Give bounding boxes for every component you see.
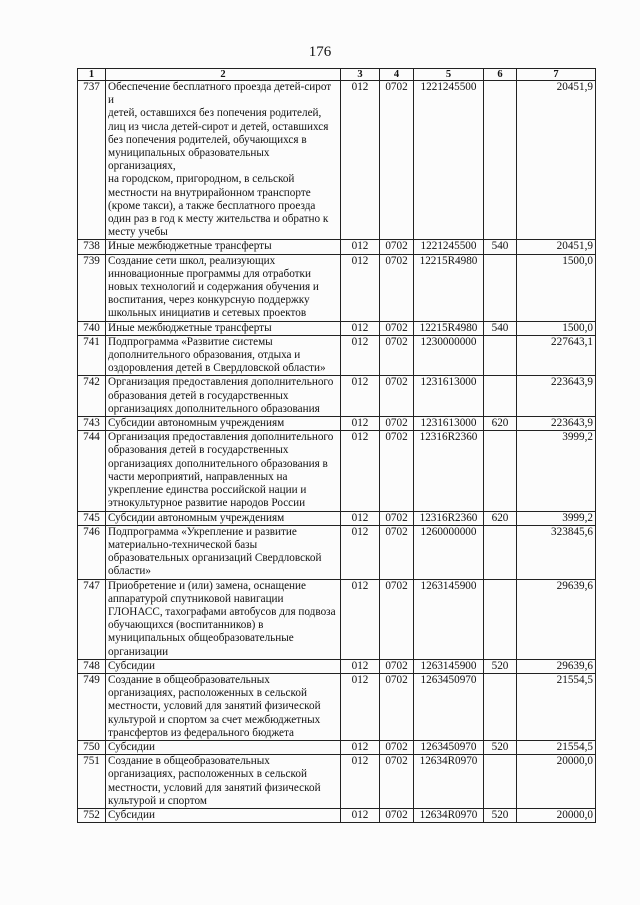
- col-header: 3: [341, 69, 380, 81]
- cell-name: Субсидии автономным учреждениям: [106, 511, 341, 525]
- cell-c4: 0702: [380, 579, 414, 659]
- cell-c6: 540: [484, 240, 517, 254]
- cell-c5: 1263145900: [414, 659, 484, 673]
- cell-c4: 0702: [380, 417, 414, 431]
- cell-c7: 1500,0: [517, 254, 596, 321]
- cell-c3: 012: [341, 376, 380, 417]
- table-row: [78, 808, 596, 822]
- cell-num: 745: [78, 511, 106, 525]
- table-row: [78, 511, 596, 525]
- cell-c3: 012: [341, 673, 380, 740]
- cell-c5: 1221245500: [414, 240, 484, 254]
- cell-num: 744: [78, 431, 106, 511]
- cell-name: Организация предоставления дополнительного образования детей в государственных организациях дополнительного образования в части мероприятий, направленных на укрепление единства российской нации и этнокультурное развитие народов России: [106, 431, 341, 511]
- page-number: 176: [308, 44, 332, 60]
- cell-c6: [484, 81, 517, 240]
- cell-num: 747: [78, 579, 106, 659]
- cell-c5: 12634R0970: [414, 755, 484, 809]
- cell-c7: 227643,1: [517, 335, 596, 376]
- cell-c4: 0702: [380, 431, 414, 511]
- cell-c4: 0702: [380, 240, 414, 254]
- cell-c3: 012: [341, 431, 380, 511]
- cell-c3: 012: [341, 659, 380, 673]
- cell-num: 743: [78, 417, 106, 431]
- col-header: 1: [78, 69, 106, 81]
- cell-c7: 20451,9: [517, 240, 596, 254]
- cell-c3: 012: [341, 417, 380, 431]
- table-row: [78, 376, 596, 417]
- cell-num: 739: [78, 254, 106, 321]
- cell-c3: 012: [341, 335, 380, 376]
- cell-c7: 20000,0: [517, 755, 596, 809]
- col-header: 4: [380, 69, 414, 81]
- cell-c4: 0702: [380, 755, 414, 809]
- cell-num: 742: [78, 376, 106, 417]
- cell-c5: 1230000000: [414, 335, 484, 376]
- cell-c6: 620: [484, 511, 517, 525]
- table-body: [78, 81, 596, 823]
- cell-c4: 0702: [380, 254, 414, 321]
- cell-num: 749: [78, 673, 106, 740]
- cell-c4: 0702: [380, 525, 414, 579]
- cell-c4: 0702: [380, 808, 414, 822]
- table-row: [78, 321, 596, 335]
- cell-c7: 29639,6: [517, 659, 596, 673]
- cell-c5: 12215R4980: [414, 321, 484, 335]
- cell-name: Приобретение и (или) замена, оснащение аппаратурой спутниковой навигации ГЛОНАСС, тахографами автобусов для подвоза обучающихся (воспитанников) в муниципальных общеобразовательные организации: [106, 579, 341, 659]
- cell-c3: 012: [341, 755, 380, 809]
- table-row: [78, 240, 596, 254]
- cell-c5: 1221245500: [414, 81, 484, 240]
- cell-c6: [484, 579, 517, 659]
- cell-c7: 3999,2: [517, 431, 596, 511]
- cell-c6: [484, 254, 517, 321]
- cell-num: 750: [78, 740, 106, 754]
- cell-c4: 0702: [380, 376, 414, 417]
- cell-c7: 223643,9: [517, 417, 596, 431]
- cell-name: Обеспечение бесплатного проезда детей-сирот и детей, оставшихся без попечения родителей, лиц из числа детей-сирот и детей, оставшихся без попечения родителей, обучающихся в муниципальных образовательных организациях, на городском, пригородном, в сельской местности на внутрирайонном транспорте (кроме такси), а также бесплатного проезда один раз в год к месту жительства и обратно к месту учебы: [106, 81, 341, 240]
- cell-name: Субсидии: [106, 659, 341, 673]
- cell-name: Иные межбюджетные трансферты: [106, 240, 341, 254]
- cell-c5: 1231613000: [414, 417, 484, 431]
- cell-name: Создание в общеобразовательных организациях, расположенных в сельской местности, условий для занятий физической культурой и спортом за счет межбюджетных трансфертов из федерального бюджета: [106, 673, 341, 740]
- header-row: [78, 69, 596, 81]
- cell-num: 751: [78, 755, 106, 809]
- cell-c7: 1500,0: [517, 321, 596, 335]
- cell-c3: 012: [341, 321, 380, 335]
- budget-table: [77, 68, 596, 823]
- table-row: [78, 659, 596, 673]
- cell-c6: [484, 525, 517, 579]
- table-row: [78, 579, 596, 659]
- cell-c7: 29639,6: [517, 579, 596, 659]
- cell-c4: 0702: [380, 659, 414, 673]
- col-header: 7: [517, 69, 596, 81]
- cell-c6: 520: [484, 659, 517, 673]
- cell-c6: [484, 673, 517, 740]
- table-row: [78, 254, 596, 321]
- table-row: [78, 740, 596, 754]
- cell-c6: [484, 335, 517, 376]
- cell-c3: 012: [341, 579, 380, 659]
- cell-c5: 1260000000: [414, 525, 484, 579]
- cell-c5: 1263450970: [414, 740, 484, 754]
- cell-c7: 21554,5: [517, 673, 596, 740]
- table-row: [78, 673, 596, 740]
- cell-c4: 0702: [380, 511, 414, 525]
- cell-c3: 012: [341, 254, 380, 321]
- cell-c3: 012: [341, 525, 380, 579]
- cell-name: Подпрограмма «Укрепление и развитие материально-технической базы образовательных организаций Свердловской области»: [106, 525, 341, 579]
- cell-c4: 0702: [380, 321, 414, 335]
- table-row: [78, 525, 596, 579]
- table-row: [78, 431, 596, 511]
- cell-c4: 0702: [380, 335, 414, 376]
- cell-c5: 1263145900: [414, 579, 484, 659]
- cell-c3: 012: [341, 240, 380, 254]
- cell-c5: 12316R2360: [414, 431, 484, 511]
- table-row: [78, 335, 596, 376]
- cell-c7: 20000,0: [517, 808, 596, 822]
- col-header: 6: [484, 69, 517, 81]
- cell-num: 741: [78, 335, 106, 376]
- col-header: 2: [106, 69, 341, 81]
- cell-num: 740: [78, 321, 106, 335]
- cell-name: Субсидии: [106, 808, 341, 822]
- table-row: [78, 755, 596, 809]
- cell-c3: 012: [341, 808, 380, 822]
- cell-c6: 540: [484, 321, 517, 335]
- cell-c3: 012: [341, 81, 380, 240]
- cell-name: Иные межбюджетные трансферты: [106, 321, 341, 335]
- cell-c7: 20451,9: [517, 81, 596, 240]
- cell-c7: 323845,6: [517, 525, 596, 579]
- cell-name: Субсидии: [106, 740, 341, 754]
- cell-c7: 223643,9: [517, 376, 596, 417]
- cell-c6: [484, 755, 517, 809]
- cell-name: Организация предоставления дополнительного образования детей в государственных организациях дополнительного образования: [106, 376, 341, 417]
- table-row: [78, 417, 596, 431]
- cell-c5: 1263450970: [414, 673, 484, 740]
- cell-c5: 12634R0970: [414, 808, 484, 822]
- cell-num: 746: [78, 525, 106, 579]
- cell-num: 738: [78, 240, 106, 254]
- cell-c7: 21554,5: [517, 740, 596, 754]
- cell-name: Субсидии автономным учреждениям: [106, 417, 341, 431]
- cell-c6: 520: [484, 740, 517, 754]
- cell-c5: 12215R4980: [414, 254, 484, 321]
- cell-c5: 1231613000: [414, 376, 484, 417]
- cell-name: Создание сети школ, реализующих инновационные программы для отработки новых технологий и содержания обучения и воспитания, через конкурсную поддержку школьных инициатив и сетевых проектов: [106, 254, 341, 321]
- cell-num: 752: [78, 808, 106, 822]
- cell-c5: 12316R2360: [414, 511, 484, 525]
- cell-num: 737: [78, 81, 106, 240]
- cell-c6: [484, 376, 517, 417]
- cell-name: Подпрограмма «Развитие системы дополнительного образования, отдыха и оздоровления детей в Свердловской области»: [106, 335, 341, 376]
- cell-c4: 0702: [380, 740, 414, 754]
- cell-c3: 012: [341, 511, 380, 525]
- cell-c4: 0702: [380, 81, 414, 240]
- cell-name: Создание в общеобразовательных организациях, расположенных в сельской местности, условий для занятий физической культурой и спортом: [106, 755, 341, 809]
- cell-num: 748: [78, 659, 106, 673]
- cell-c6: [484, 431, 517, 511]
- cell-c6: 620: [484, 417, 517, 431]
- cell-c6: 520: [484, 808, 517, 822]
- cell-c3: 012: [341, 740, 380, 754]
- cell-c4: 0702: [380, 673, 414, 740]
- table-row: [78, 81, 596, 240]
- cell-c7: 3999,2: [517, 511, 596, 525]
- col-header: 5: [414, 69, 484, 81]
